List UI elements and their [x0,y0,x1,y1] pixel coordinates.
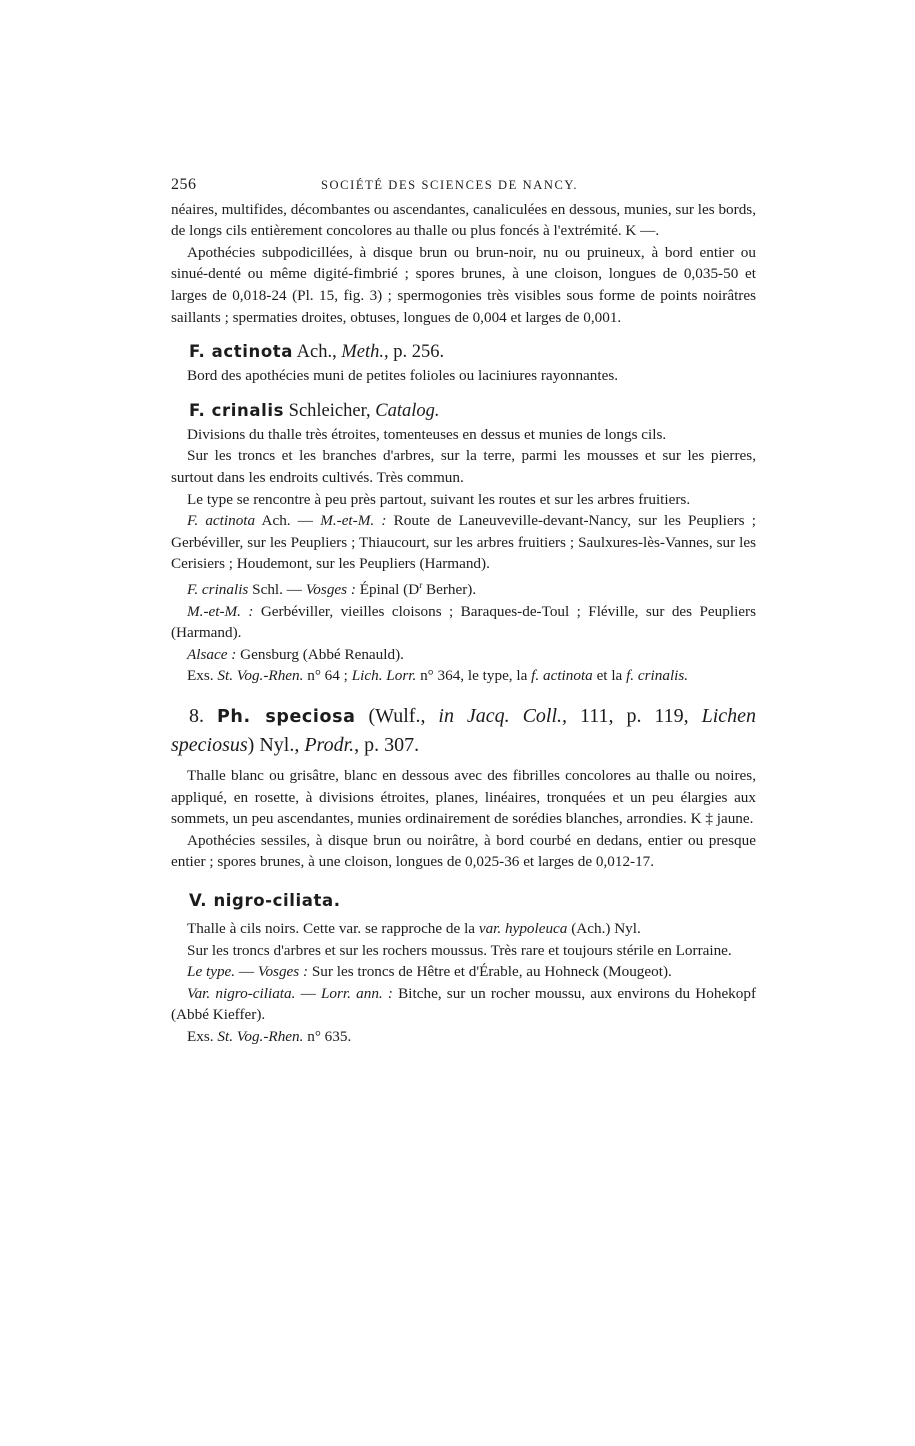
paragraph-actinota-localities: F. actinota Ach. — M.-et-M. : Route de Laneuveville-devant-Nancy, sur les Peupliers ; Gerbéviller, sur les Peupliers ; Thiaucourt, sur les arbres fruitiers ; Saulxures-lès-Vannes, sur les Cerisiers ; Houdemont, sur les Peupliers (Harmand). [171,512,757,573]
paragraph-thallus-continuation: néaires, multifides, décombantes ou ascendantes, canaliculées en dessous, munies, sur les bords, de longs cils entièrement concolores au thalle ou plus foncés à l'extrémité. K —. [171,200,756,240]
paragraph-actinota-description: Bord des apothécies muni de petites folioles ou laciniures rayonnantes. [187,367,619,385]
paragraph-meurthe-localities: M.-et-M. : Gerbéviller, vieilles cloisons ; Baraques-de-Toul ; Fléville, sur des Peupliers (Harmand). [171,602,756,642]
paragraph-exsiccata-final: Exs. St. Vog.-Rhen. n° 635. [187,1027,352,1045]
paragraph-exsiccata: Exs. St. Vog.-Rhen. n° 64 ; Lich. Lorr. n° 364, le type, la f. actinota et la f. crinalis. [187,667,689,685]
paragraph-speciosa-apothecia: Apothécies sessiles, à disque brun ou noirâtre, à bord courbé en dedans, entier ou presque entier ; spores brunes, à une cloison, longues de 0,025-36 et larges de 0,012-17. [171,831,756,871]
paragraph-nigro-ciliata-description: Thalle à cils noirs. Cette var. se rapproche de la var. hypoleuca (Ach.) Nyl. [187,919,641,937]
paragraph-alsace-localities: Alsace : Gensburg (Abbé Renauld). [187,645,404,663]
paragraph-var-lorraine-locality: Var. nigro-ciliata. — Lorr. ann. : Bitche, sur un rocher moussu, aux environs du Hohekopf (Abbé Kieffer). [171,984,757,1024]
paragraph-speciosa-thallus: Thalle blanc ou grisâtre, blanc en dessous avec des fibrilles concolores au thalle ou noires, appliqué, en rosette, à divisions étroites, planes, linéaires, tronquées et un peu élargies aux sommets, un peu ascendantes, munies ordinairement de sorédies blanches, arrondies. K ‡ jaune. [171,766,756,828]
document-page [171,174,756,1047]
page-number: 256 [171,176,197,193]
heading-v-nigro-ciliata: V. nigro-ciliata. [189,890,341,910]
running-head: SOCIÉTÉ DES SCIENCES DE NANCY. [321,178,579,192]
paragraph-type-vosges-locality: Le type. — Vosges : Sur les troncs de Hêtre et d'Érable, au Hohneck (Mougeot). [187,963,672,981]
paragraph-type-distribution: Le type se rencontre à peu près partout, suivant les routes et sur les arbres fruitiers. [187,490,691,508]
paragraph-crinalis-description: Divisions du thalle très étroites, tomenteuses en dessus et munies de longs cils. [187,425,667,443]
paragraph-apothecia: Apothécies subpodicillées, à disque brun ou brun-noir, nu ou pruineux, à bord entier ou sinué-denté ou même digité-fimbrié ; spores brunes, à une cloison, longues de 0,035-50 et larges de 0,018-24 (Pl. 15, fig. 3) ; spermogonies très visibles sous forme de points noirâtres saillants ; spermaties droites, obtuses, longues de 0,004 et larges de 0,001. [171,243,756,326]
paragraph-nigro-ciliata-habitat: Sur les troncs d'arbres et sur les rochers moussus. Très rare et toujours stérile en Lorraine. [187,941,732,959]
page-header [171,174,756,197]
heading-ph-speciosa: 8. Ph. speciosa (Wulf., in Jacq. Coll., 111, p. 119, Lichen speciosus) Nyl., Prodr., p. 307. [171,704,757,756]
paragraph-crinalis-localities: F. crinalis Schl. — Vosges : Épinal ($D^r$ Berher). [187,579,477,598]
heading-f-actinota: F. actinota Ach., Meth., p. 256. [189,342,445,363]
heading-f-crinalis: F. crinalis Schleicher, Catalog. [189,400,440,421]
paragraph-habitat: Sur les troncs et les branches d'arbres, sur la terre, parmi les mousses et sur les pierres, surtout dans les endroits cultivés. Très commun. [171,447,756,486]
